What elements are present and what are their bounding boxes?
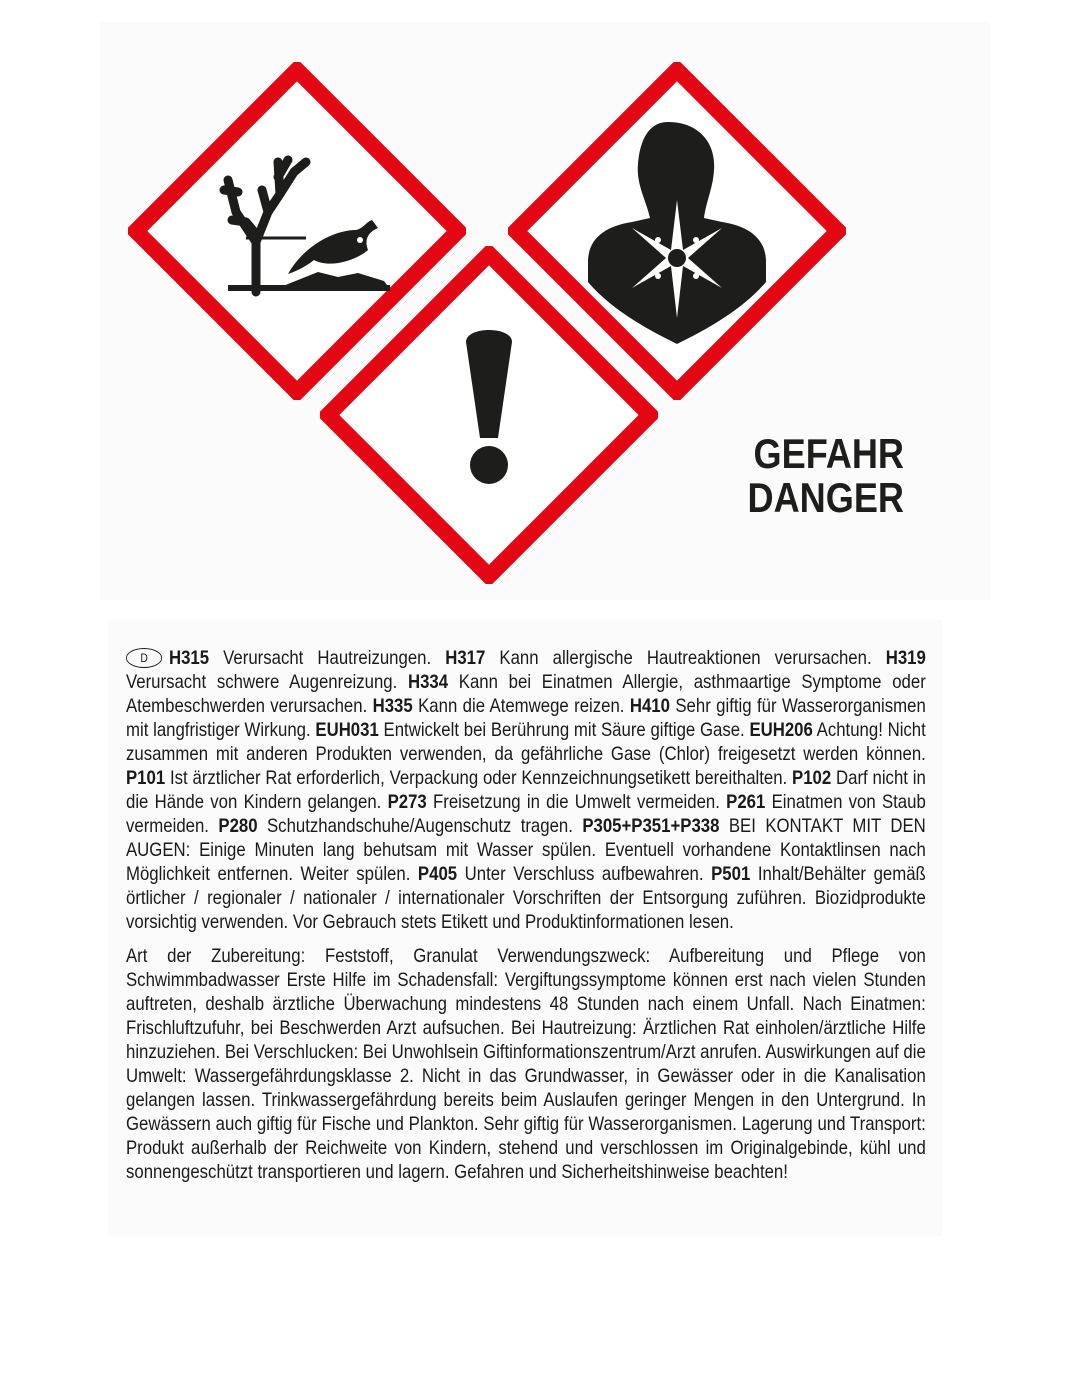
statement-code: H410 xyxy=(629,695,670,717)
statement-code: P305+P351+P338 xyxy=(582,815,720,837)
product-details: Art der Zubereitung: Feststoff, Granulat Verwendungszweck: Aufbereitung und Pflege von Schwimmbadwasser Erste Hilfe im Schadensfall: Vergiftungssymptome können erst nach vielen Stunden auftreten, deshalb ärztliche Überwachung mindestens 48 Stunden nach einem Unfall. Nach Einatmen: Frischluftzufuhr, bei Beschwerden Arzt aufsuchen. Bei Hautreizung: Ärztlichen Rat einholen/ärztliche Hilfe hinzuziehen. Bei Verschlucken: Bei Unwohlsein Giftinformationszentrum/Arzt anrufen. Auswirkungen auf die Umwelt: Wassergefährdungsklasse 2. Nicht in das Grundwasser, in Gewässer oder in die Kanalisation gelangen lassen. Trinkwassergefährdung bereits beim Auslaufen geringer Mengen in den Untergrund. In Gewässern auch giftig für Fische und Plankton. Sehr giftig für Wasserorganismen. Lagerung und Transport: Produkt außerhalb der Reichweite von Kindern, stehend und verschlossen im Originalgebinde, kühl und sonnengeschützt transportieren und lagern. Gefahren und Sicherheitshinweise beachten! xyxy=(126,945,926,1183)
statement-code: P280 xyxy=(218,815,258,837)
statement-text: Entwickelt bei Berührung mit Säure giftige Gase. xyxy=(378,719,750,741)
statement-text: Ist ärztlicher Rat erforderlich, Verpackung oder Kennzeichnungsetikett bereithalten. xyxy=(165,767,793,789)
statement-code: H335 xyxy=(372,695,413,717)
text-panel xyxy=(108,620,942,1236)
statement-text: Kann allergische Hautreaktionen verursachen. xyxy=(485,647,886,669)
statement-text: Schutzhandschuhe/Augenschutz tragen. xyxy=(257,815,583,837)
statement-text: BEI KONTAKT MIT DEN AUGEN: Einige Minuten lang behutsam mit Wasser spülen. Eventuell vorhandene Kontaktlinsen nach Möglichkeit entfernen. Weiter spülen. xyxy=(126,815,926,885)
statement-code: P501 xyxy=(711,863,751,885)
statement-code: P273 xyxy=(387,791,427,813)
country-code-badge: D xyxy=(126,648,162,668)
signal-word-de: GEFAHR xyxy=(753,430,904,477)
statement-text: Einatmen von Staub vermeiden. xyxy=(126,791,926,837)
statement-code: H334 xyxy=(407,671,449,693)
statement-code: P101 xyxy=(126,767,166,789)
statement-text: Inhalt/Behälter gemäß örtlicher / regionaler / nationaler / internationaler Vorschriften der Entsorgung zuführen. Biozidprodukte vorsichtig verwenden. Vor Gebrauch stets Etikett und Produktinformationen lesen. xyxy=(126,863,926,933)
pictogram-exclamation xyxy=(320,246,658,584)
statement-code: EUH206 xyxy=(749,719,813,741)
label-text xyxy=(126,646,926,1194)
statement-text: Verursacht Hautreizungen. xyxy=(209,647,446,669)
hazard-precaution-statements xyxy=(126,646,926,934)
statement-code: H315 xyxy=(169,647,210,669)
signal-words xyxy=(747,432,904,520)
statement-text: Sehr giftig für Wasserorganismen mit langfristiger Wirkung. xyxy=(126,695,926,741)
statement-text: Kann bei Einatmen Allergie, asthmaartige Symptome oder Atembeschwerden verursachen. xyxy=(126,671,926,717)
statement-text: Achtung! Nicht zusammen mit anderen Produkten verwenden, da gefährliche Gase (Chlor) freigesetzt werden können. xyxy=(126,719,926,765)
statement-code: P102 xyxy=(792,767,832,789)
statement-code: EUH031 xyxy=(315,719,379,741)
statement-text: Freisetzung in die Umwelt vermeiden. xyxy=(426,791,727,813)
signal-word-en: DANGER xyxy=(747,474,904,521)
statement-code: P261 xyxy=(726,791,766,813)
statement-text: Kann die Atemwege reizen. xyxy=(412,695,630,717)
statement-text: Unter Verschluss aufbewahren. xyxy=(457,863,712,885)
statement-list xyxy=(126,647,926,933)
statement-code: H317 xyxy=(445,647,486,669)
statement-code: H319 xyxy=(885,647,926,669)
statement-text: Verursacht schwere Augenreizung. xyxy=(126,671,408,693)
statement-code: P405 xyxy=(417,863,458,885)
statement-text: Darf nicht in die Hände von Kindern gelangen. xyxy=(126,767,926,813)
